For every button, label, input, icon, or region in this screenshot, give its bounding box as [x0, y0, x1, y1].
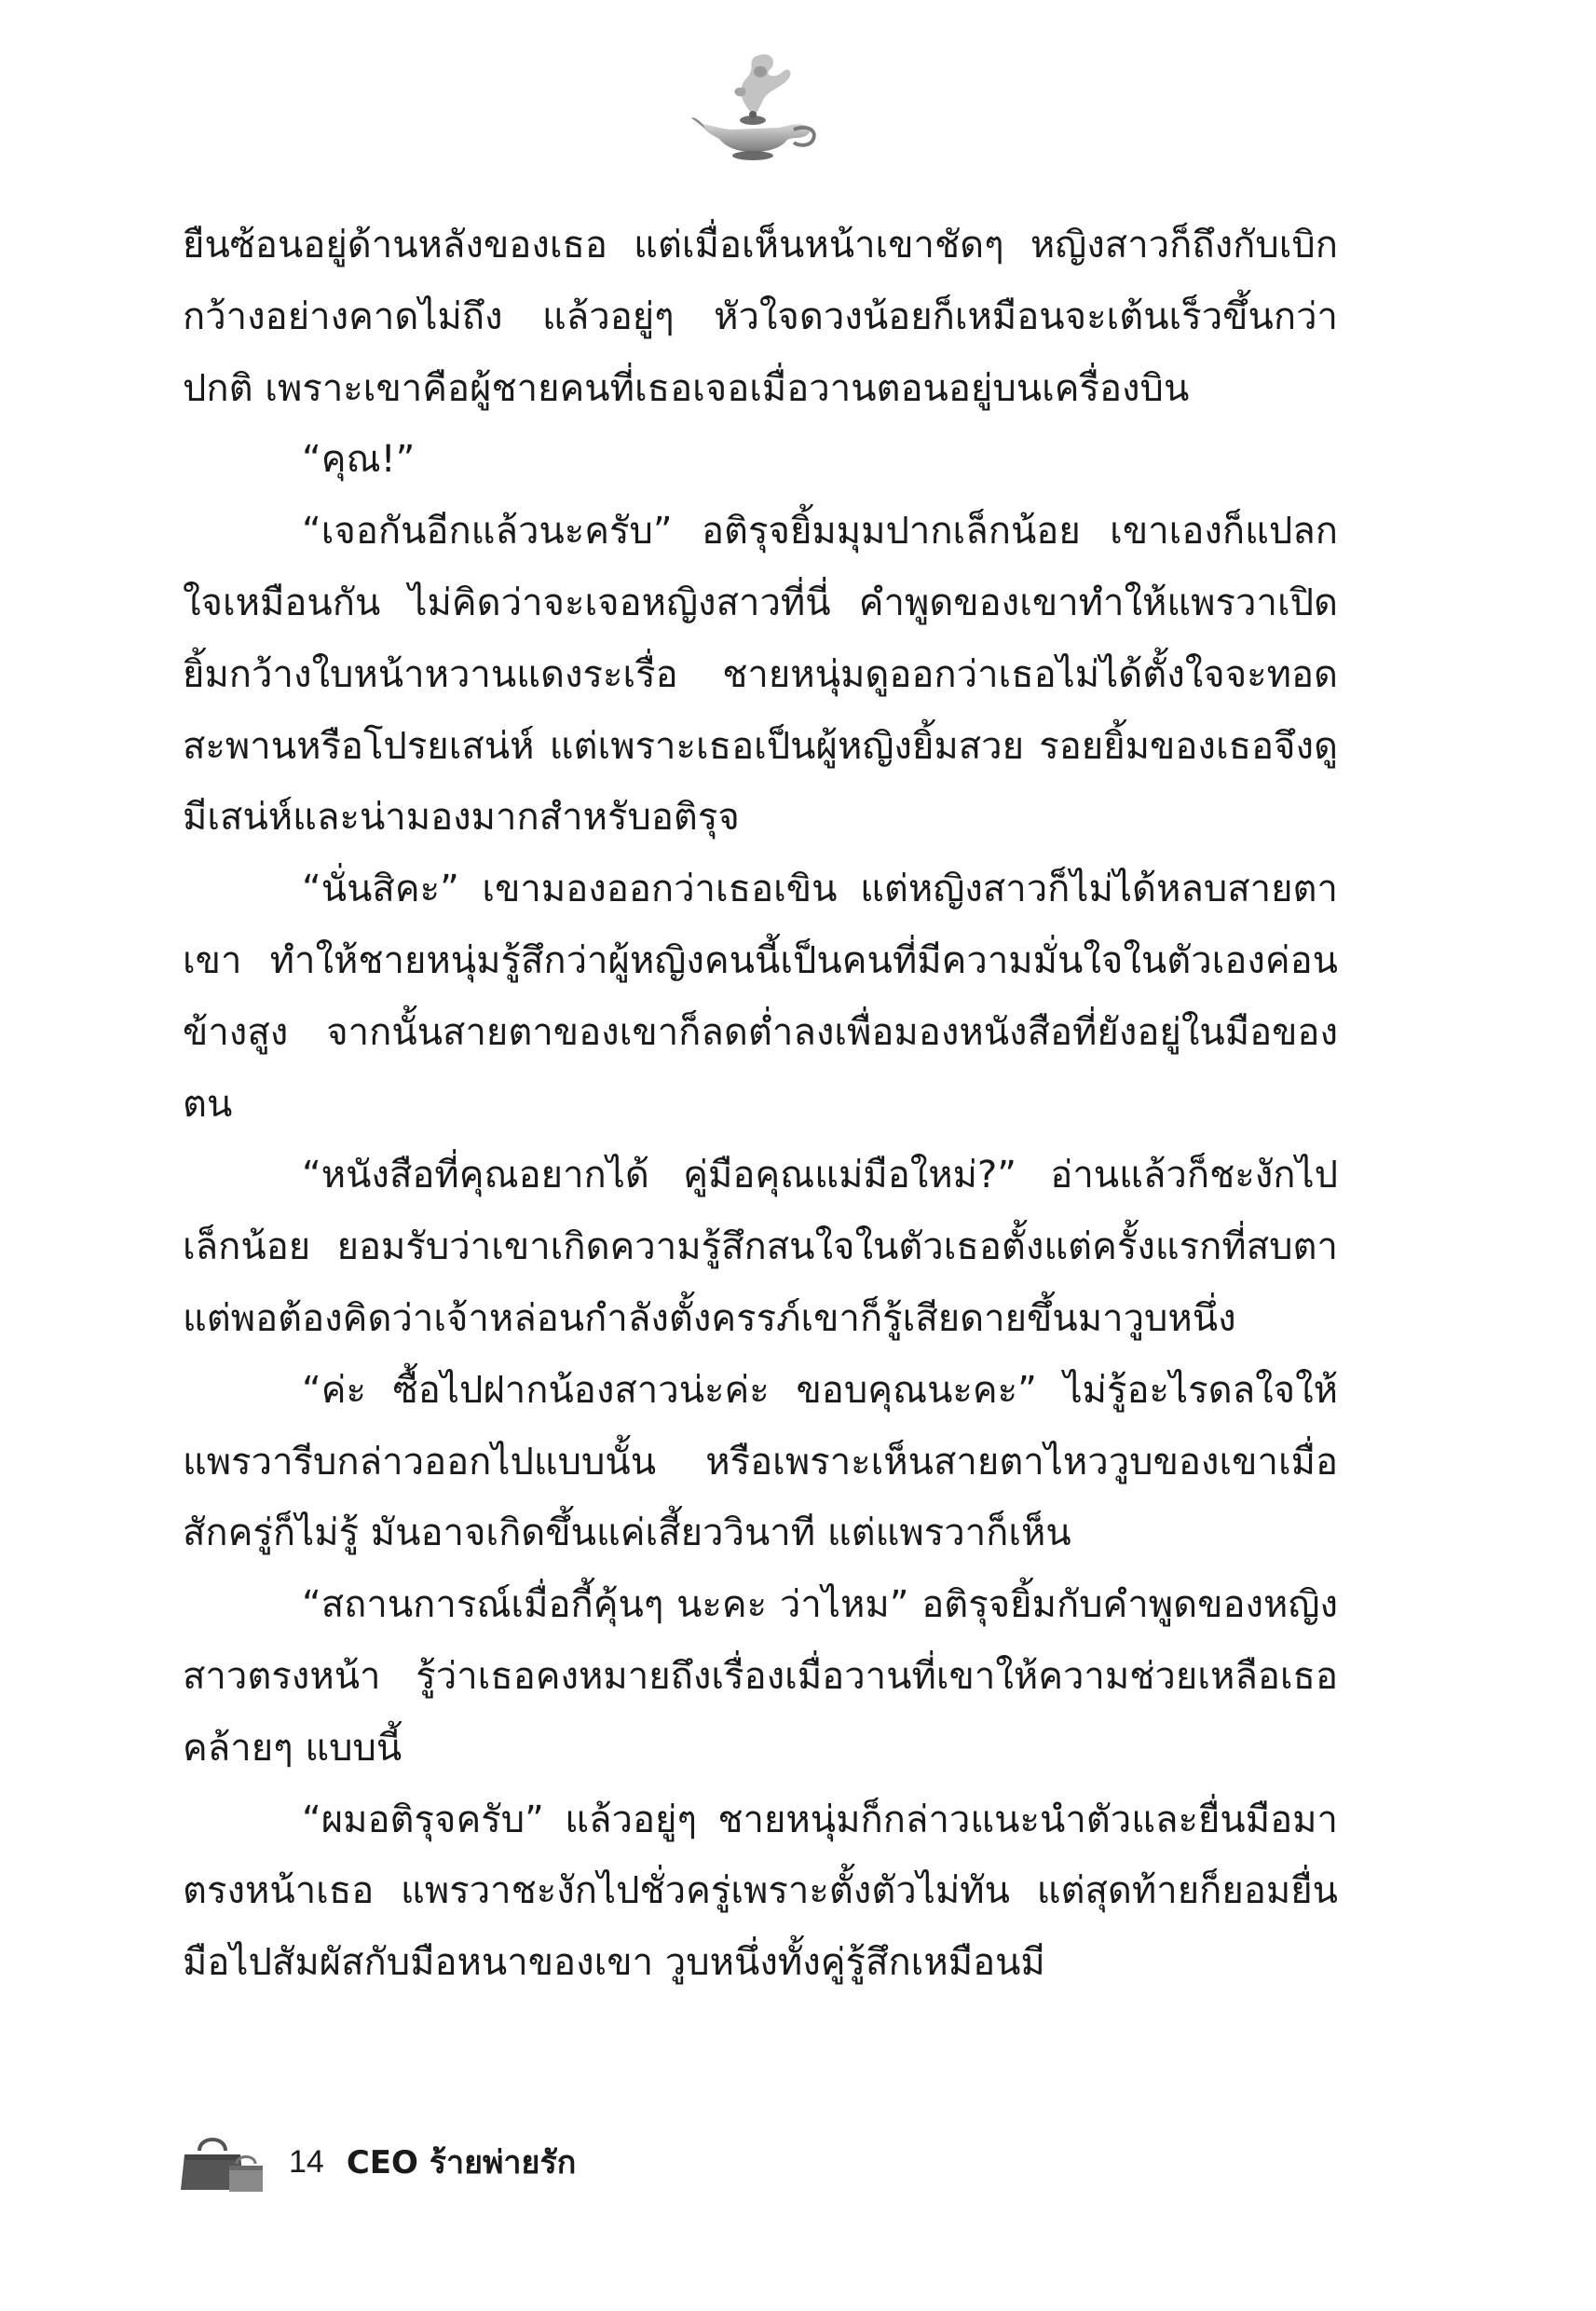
paragraph: “นั่นสิคะ” เขามองออกว่าเธอเขิน แต่หญิงสาวก็ไม่ได้หลบสายตาเขา ทำให้ชายหนุ่มรู้สึกว่าผู้หญิงคนนี้เป็นคนที่มีความมั่นใจในตัวเองค่อนข้างสูง จากนั้นสายตาของเขาก็ลดต่ำลงเพื่อมองหนังสือที่ยังอยู่ในมือของตน: [183, 868, 1338, 1126]
body-text: [183, 210, 1338, 1999]
page-footer: [179, 2129, 576, 2195]
paragraph: “ผมอติรุจครับ” แล้วอยู่ๆ ชายหนุ่มก็กล่าวแนะนำตัวและยื่นมือมาตรงหน้าเธอ แพรวาชะงักไปชั่วครู่เพราะตั้งตัวไม่ทัน แต่สุดท้ายก็ยอมยื่นมือไปสัมผัสกับมือหนาของเขา วูบหนึ่งทั้งคู่รู้สึกเหมือนมี: [183, 1798, 1338, 1985]
book-title: CEO ร้ายพ่ายรัก: [346, 2144, 577, 2181]
page-number: 14: [289, 2143, 324, 2180]
paragraph: “สถานการณ์เมื่อกี้คุ้นๆ นะคะ ว่าไหม” อติรุจยิ้มกับคำพูดของหญิงสาวตรงหน้า รู้ว่าเธอคงหมายถึงเรื่องเมื่อวานที่เขาให้ความช่วยเหลือเธอคล้ายๆ แบบนี้: [183, 1583, 1338, 1770]
handbags-icon: [179, 2130, 265, 2194]
paragraph: “ค่ะ ซื้อไปฝากน้องสาวน่ะค่ะ ขอบคุณนะคะ” ไม่รู้อะไรดลใจให้แพรวารีบกล่าวออกไปแบบนั้น หรือเพราะเห็นสายตาไหววูบของเขาเมื่อสักครู่ก็ไม่รู้ มันอาจเกิดขึ้นแค่เสี้ยววินาที แต่แพรวาก็เห็น: [183, 1368, 1338, 1555]
genie-lamp-icon: [689, 51, 820, 163]
paragraph: ยืนซ้อนอยู่ด้านหลังของเธอ แต่เมื่อเห็นหน้าเขาชัดๆ หญิงสาวก็ถึงกับเบิกกว้างอย่างคาดไม่ถึง แล้วอยู่ๆ หัวใจดวงน้อยก็เหมือนจะเต้นเร็วขึ้นกว่าปกติ เพราะเขาคือผู้ชายคนที่เธอเจอเมื่อวานตอนอยู่บนเครื่องบิน: [183, 224, 1338, 410]
paragraph: “เจอกันอีกแล้วนะครับ” อติรุจยิ้มมุมปากเล็กน้อย เขาเองก็แปลกใจเหมือนกัน ไม่คิดว่าจะเจอหญิงสาวที่นี่ คำพูดของเขาทำให้แพรวาเปิดยิ้มกว้างใบหน้าหวานแดงระเรื่อ ชายหนุ่มดูออกว่าเธอไม่ได้ตั้งใจจะทอดสะพานหรือโปรยเสน่ห์ แต่เพราะเธอเป็นผู้หญิงยิ้มสวย รอยยิ้มของเธอจึงดูมีเสน่ห์และน่ามองมากสำหรับอติรุจ: [183, 510, 1338, 840]
paragraph: “คุณ!”: [302, 438, 416, 482]
paragraph: “หนังสือที่คุณอยากได้ คู่มือคุณแม่มือใหม่?” อ่านแล้วก็ชะงักไปเล็กน้อย ยอมรับว่าเขาเกิดความรู้สึกสนใจในตัวเธอตั้งแต่ครั้งแรกที่สบตา แต่พอต้องคิดว่าเจ้าหล่อนกำลังตั้งครรภ์เขาก็รู้เสียดายขึ้นมาวูบหนึ่ง: [183, 1154, 1338, 1340]
